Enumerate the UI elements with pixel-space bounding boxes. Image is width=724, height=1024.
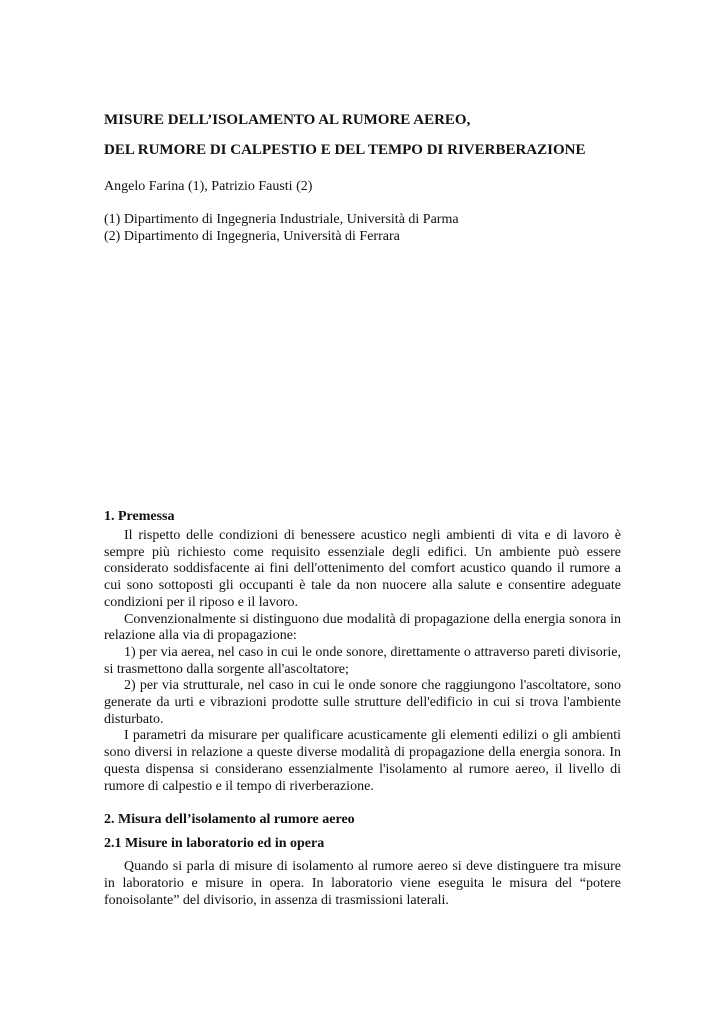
affiliations — [104, 211, 459, 245]
paper-body — [104, 508, 621, 909]
list-item-strutturale: 2) per via strutturale, nel caso in cui le onde sonore che raggiungono l'ascoltatore, sono generate da urti e vibrazioni prodotte sulle strutture dell'edificio in cui si trova l'ambiente disturbato. — [104, 678, 621, 727]
paragraph: Il rispetto delle condizioni di benessere acustico negli ambienti di vita e di lavoro è sempre più richiesto come requisito essenziale degli edifici. Un ambiente può essere considerato soddisfacente ai fini dell'ottenimento del comfort acustico quando il rumore a cui sono sottoposti gli occupanti è tale da non nuocere alla salute e consentire adeguate condizioni per il riposo e il lavoro. — [104, 528, 621, 610]
paragraph: I parametri da misurare per qualificare acusticamente gli elementi edilizi o gli ambienti sono diversi in relazione a queste diverse modalità di propagazione della energia sonora. In questa dispensa si considerano essenzialmente l'isolamento al rumore aereo, il livello di rumore di calpestio e il tempo di riverberazione. — [104, 728, 621, 794]
paragraph: Convenzionalmente si distinguono due modalità di propagazione della energia sonora in relazione alla via di propagazione: — [104, 611, 621, 644]
list-item-aerea: 1) per via aerea, nel caso in cui le onde sonore, direttamente o attraverso pareti divisorie, si trasmettono dalla sorgente all'ascoltatore; — [104, 644, 621, 677]
paragraph: Quando si parla di misure di isolamento al rumore aereo si deve distinguere tra misure in laboratorio e misure in opera. In laboratorio viene eseguita le misura del “potere fonoisolante” del divisorio, in assenza di trasmissioni laterali. — [104, 859, 621, 908]
affiliation-2: (2) Dipartimento di Ingegneria, Università di Ferrara — [104, 229, 400, 244]
subsection-heading-laboratorio: 2.1 Misure in laboratorio ed in opera — [104, 836, 325, 852]
authors: Angelo Farina (1), Patrizio Fausti (2) — [104, 179, 313, 194]
affiliation-1: (1) Dipartimento di Ingegneria Industriale, Università di Parma — [104, 212, 459, 227]
section-heading-premessa: 1. Premessa — [104, 509, 175, 524]
section-heading-misura: 2. Misura dell’isolamento al rumore aereo — [104, 812, 355, 828]
paper-title-line-1: MISURE DELL’ISOLAMENTO AL RUMORE AEREO, — [104, 112, 471, 128]
paper-title-line-2: DEL RUMORE DI CALPESTIO E DEL TEMPO DI RIVERBERAZIONE — [104, 142, 586, 158]
